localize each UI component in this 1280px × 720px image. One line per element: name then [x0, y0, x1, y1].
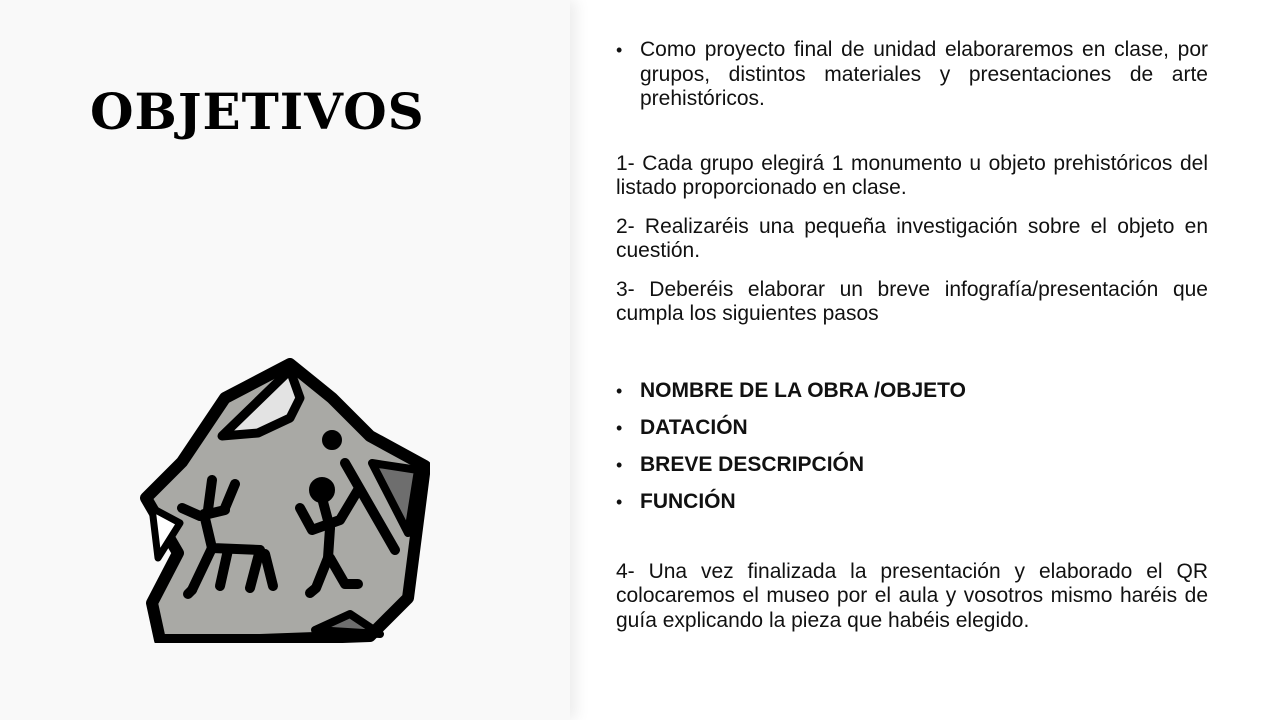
- step-2: 2- Realizaréis una pequeña investigación sobre el objeto en cuestión.: [616, 214, 1208, 262]
- cave-painting-rock-icon: [140, 358, 430, 643]
- left-panel: [0, 0, 570, 720]
- step-1: 1- Cada grupo elegirá 1 monumento u objeto prehistóricos del listado proporcionado en clase.: [616, 151, 1208, 199]
- step-3: 3- Deberéis elaborar un breve infografía/presentación que cumpla los siguientes pasos: [616, 277, 1208, 325]
- list-item: • BREVE DESCRIPCIÓN: [616, 453, 1208, 477]
- slide-title: OBJETIVOS: [90, 82, 425, 141]
- list-item: • NOMBRE DE LA OBRA /OBJETO: [616, 379, 1208, 403]
- list-item: • FUNCIÓN: [616, 490, 1208, 514]
- intro-paragraph: • Como proyecto final de unidad elaboraremos en clase, por grupos, distintos materiales y presentaciones de arte prehistóricos.: [616, 38, 1208, 112]
- requirements-list: [616, 379, 1208, 514]
- step-4: 4- Una vez finalizada la presentación y elaborado el QR colocaremos el museo por el aula y vosotros mismo haréis de guía explicando la pieza que habéis elegido.: [616, 559, 1208, 632]
- list-item: • DATACIÓN: [616, 416, 1208, 440]
- slide-content: [616, 38, 1208, 633]
